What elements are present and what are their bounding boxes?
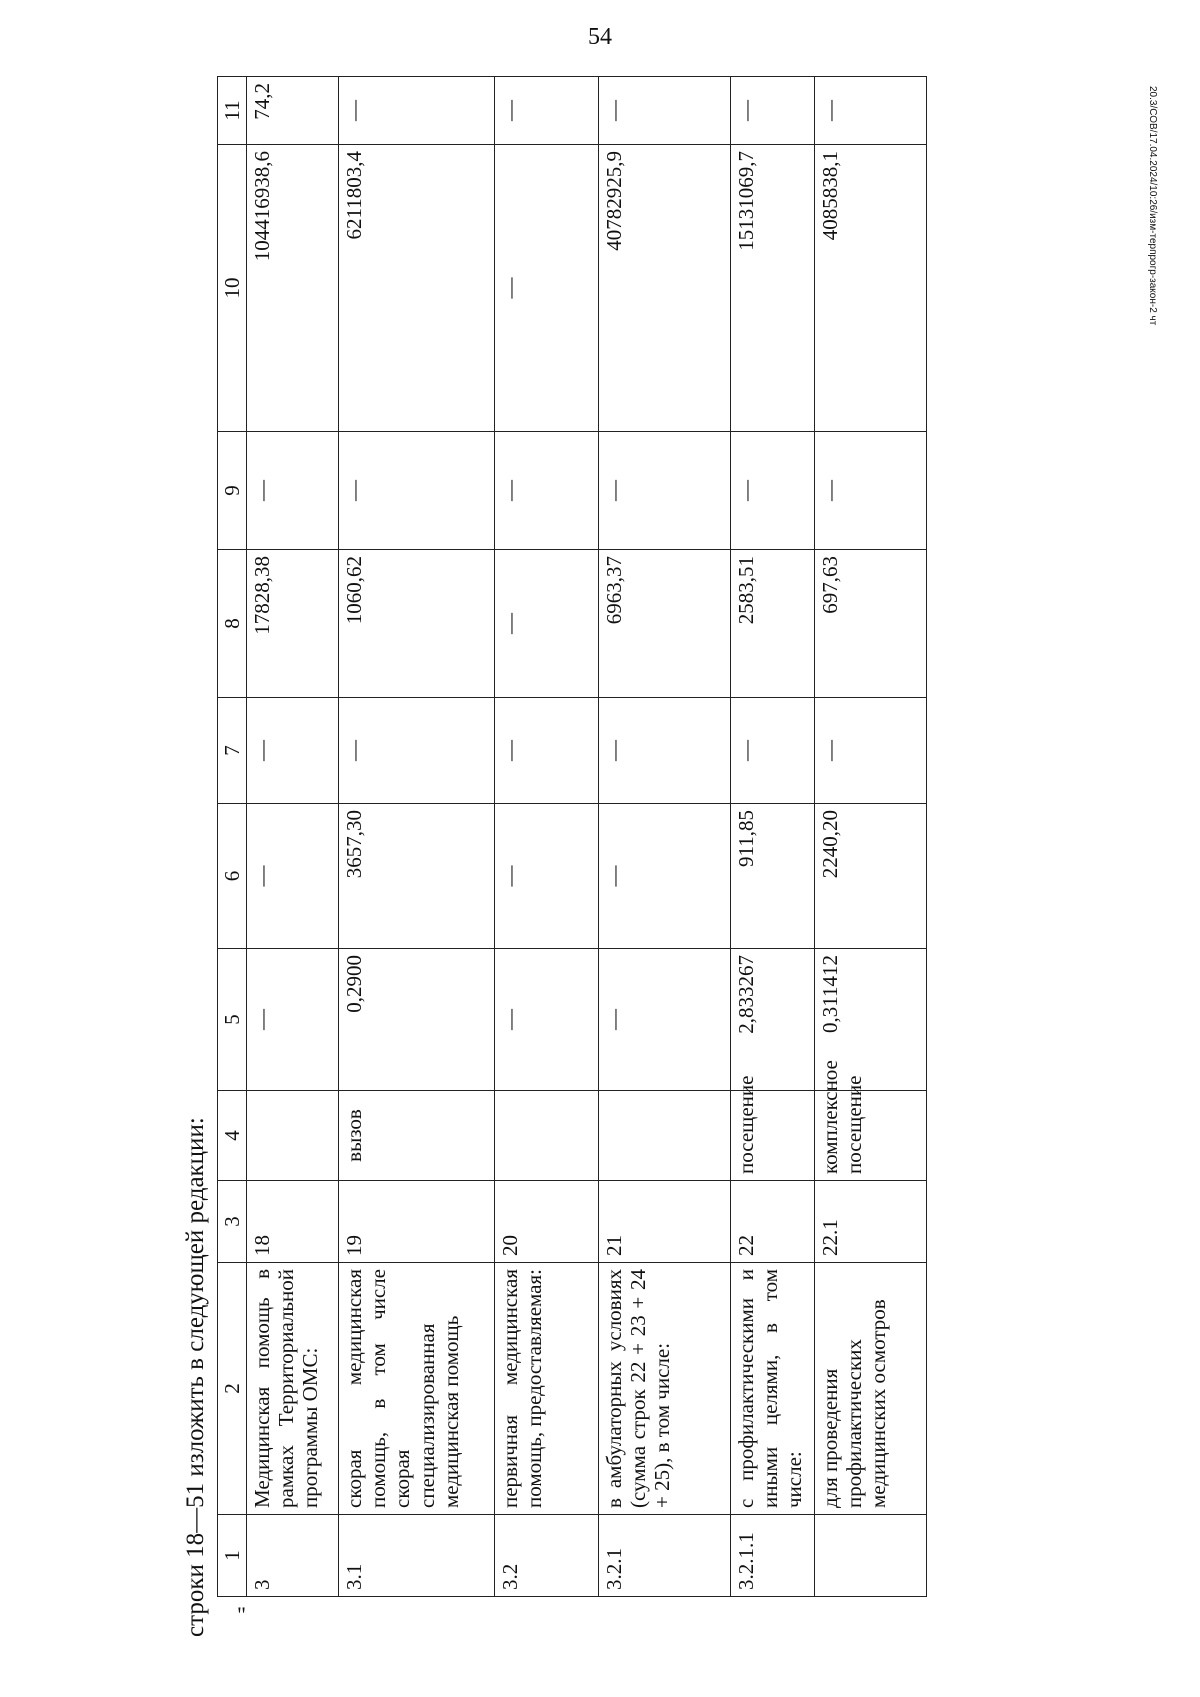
value-cell: 3657,30 bbox=[339, 804, 495, 949]
opening-quote-mark: " bbox=[237, 1602, 246, 1627]
unit-cell bbox=[495, 1091, 599, 1181]
value-cell: — bbox=[247, 949, 339, 1091]
row-number-cell: 21 bbox=[599, 1181, 731, 1263]
row-number-cell: 22 bbox=[731, 1181, 815, 1263]
value-cell: — bbox=[495, 432, 599, 550]
section-number-cell: 3 bbox=[247, 1515, 339, 1597]
value-cell: — bbox=[599, 949, 731, 1091]
description-cell: первичная медицинская помощь, предоставляемая: bbox=[495, 1263, 599, 1515]
value-cell: — bbox=[495, 804, 599, 949]
table-row bbox=[731, 77, 815, 1597]
value-cell: — bbox=[247, 698, 339, 804]
row-number-cell: 20 bbox=[495, 1181, 599, 1263]
section-number-cell: 3.2.1.1 bbox=[731, 1515, 815, 1597]
value-cell: — bbox=[247, 804, 339, 949]
column-header: 11 bbox=[218, 77, 247, 145]
document-code: 20.3/СОВ/17.04.2024/10:26/изм-терпрогр-закон-2 чт bbox=[1147, 86, 1158, 326]
value-cell: 6963,37 bbox=[599, 550, 731, 698]
value-cell: — bbox=[495, 949, 599, 1091]
value-cell: — bbox=[339, 77, 495, 145]
value-cell: — bbox=[495, 77, 599, 145]
section-number-cell bbox=[815, 1515, 927, 1597]
value-cell: — bbox=[495, 550, 599, 698]
value-cell: 2583,51 bbox=[731, 550, 815, 698]
data-table bbox=[217, 76, 927, 1597]
description-cell: для проведения профилактических медицинских осмотров bbox=[815, 1263, 927, 1515]
column-header: 5 bbox=[218, 949, 247, 1091]
section-number-cell: 3.2.1 bbox=[599, 1515, 731, 1597]
value-cell: — bbox=[815, 432, 927, 550]
section-number-cell: 3.1 bbox=[339, 1515, 495, 1597]
value-cell: — bbox=[339, 698, 495, 804]
value-cell: 74,2 bbox=[247, 77, 339, 145]
column-header: 9 bbox=[218, 432, 247, 550]
row-number-cell: 19 bbox=[339, 1181, 495, 1263]
description-cell: с профилактическими и иными целями, в том числе: bbox=[731, 1263, 815, 1515]
value-cell: 2,833267 bbox=[731, 949, 815, 1091]
table-row bbox=[495, 77, 599, 1597]
table-row bbox=[339, 77, 495, 1597]
description-cell: в амбулаторных условиях (сумма строк 22 + 23 + 24 + 25), в том числе: bbox=[599, 1263, 731, 1515]
unit-cell: вызов bbox=[339, 1091, 495, 1181]
column-header: 4 bbox=[218, 1091, 247, 1181]
value-cell: — bbox=[495, 145, 599, 432]
table-header-row bbox=[218, 77, 247, 1597]
value-cell: — bbox=[599, 698, 731, 804]
value-cell: — bbox=[731, 432, 815, 550]
intro-text: строки 18—51 изложить в следующей редакции: bbox=[182, 1117, 209, 1637]
value-cell: 6211803,4 bbox=[339, 145, 495, 432]
column-header: 10 bbox=[218, 145, 247, 432]
value-cell: — bbox=[599, 804, 731, 949]
table-row bbox=[599, 77, 731, 1597]
row-number-cell: 18 bbox=[247, 1181, 339, 1263]
value-cell: — bbox=[815, 77, 927, 145]
page-number: 54 bbox=[588, 24, 612, 50]
value-cell: 17828,38 bbox=[247, 550, 339, 698]
column-header: 2 bbox=[218, 1263, 247, 1515]
column-header: 7 bbox=[218, 698, 247, 804]
value-cell: — bbox=[495, 698, 599, 804]
unit-cell bbox=[247, 1091, 339, 1181]
value-cell: — bbox=[815, 698, 927, 804]
column-header: 6 bbox=[218, 804, 247, 949]
column-header: 8 bbox=[218, 550, 247, 698]
value-cell: 1060,62 bbox=[339, 550, 495, 698]
value-cell: 0,311412 bbox=[815, 949, 927, 1091]
column-header: 1 bbox=[218, 1515, 247, 1597]
table-row bbox=[247, 77, 339, 1597]
value-cell: 104416938,6 bbox=[247, 145, 339, 432]
value-cell: 4085838,1 bbox=[815, 145, 927, 432]
value-cell: — bbox=[339, 432, 495, 550]
value-cell: — bbox=[599, 77, 731, 145]
row-number-cell: 22.1 bbox=[815, 1181, 927, 1263]
unit-cell: посещение bbox=[731, 1091, 815, 1181]
rotated-page-content bbox=[182, 77, 1022, 1637]
unit-cell: комплексное посещение bbox=[815, 1091, 927, 1181]
value-cell: 0,2900 bbox=[339, 949, 495, 1091]
value-cell: 40782925,9 bbox=[599, 145, 731, 432]
description-cell: Медицинская помощь в рамках Территориальной программы ОМС: bbox=[247, 1263, 339, 1515]
unit-cell bbox=[599, 1091, 731, 1181]
value-cell: 15131069,7 bbox=[731, 145, 815, 432]
value-cell: 911,85 bbox=[731, 804, 815, 949]
value-cell: — bbox=[247, 432, 339, 550]
description-cell: скорая медицинская помощь, в том числе скорая специализированная медицинская помощь bbox=[339, 1263, 495, 1515]
section-number-cell: 3.2 bbox=[495, 1515, 599, 1597]
column-header: 3 bbox=[218, 1181, 247, 1263]
value-cell: 2240,20 bbox=[815, 804, 927, 949]
value-cell: 697,63 bbox=[815, 550, 927, 698]
value-cell: — bbox=[731, 698, 815, 804]
value-cell: — bbox=[731, 77, 815, 145]
table-row bbox=[815, 77, 927, 1597]
value-cell: — bbox=[599, 432, 731, 550]
